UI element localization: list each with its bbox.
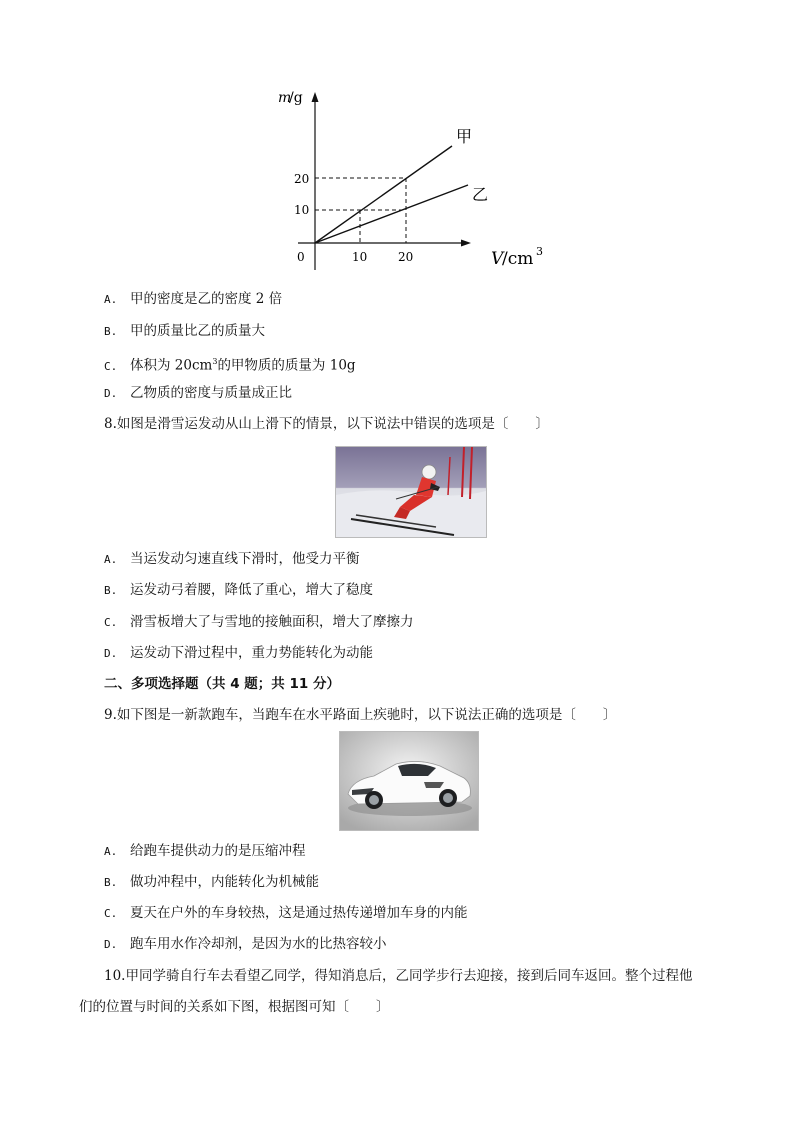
q9-option-b [104,873,319,892]
q8-option-d [104,644,373,663]
x-axis-arrow [461,240,471,247]
option-text: 运发动弓着腰，降低了重心，增大了稳度 [130,582,373,598]
q7-option-a [104,290,282,309]
x-axis-label-v: V [491,249,504,269]
line-jia [315,146,452,243]
y-axis-label-unit: /g [289,90,303,106]
x-axis-label-exp: 3 [536,245,543,258]
option-text: 体积为 20cm [130,357,213,374]
label-jia: 甲 [456,127,473,146]
option-text: 给跑车提供动力的是压缩冲程 [130,843,306,859]
q10-question-line1: 10.甲同学骑自行车去看望乙同学，得知消息后，乙同学步行去迎接，接到后同车返回。整个过程他 [104,968,693,984]
y-tick-20: 20 [294,172,310,186]
q8-option-b [104,581,373,600]
option-text: 甲的密度是乙的密度 2 倍 [130,291,283,307]
density-graph [270,80,560,280]
y-tick-10: 10 [294,203,310,217]
y-axis-arrow [312,92,319,102]
option-text: 跑车用水作冷却剂，是因为水的比热容较小 [130,936,387,952]
q9-question: 9.如下图是一新款跑车，当跑车在水平路面上疾驰时，以下说法正确的选项是〔 〕 [104,707,617,723]
skier-illustration [336,447,486,537]
option-text: 做功冲程中，内能转化为机械能 [130,874,319,890]
q7-option-b [104,322,265,341]
option-letter: D. [104,387,118,400]
q8-option-c [104,613,414,632]
option-text: 甲的质量比乙的质量大 [130,323,265,339]
q9-option-c [104,904,468,923]
y-axis-label-m: m [278,90,292,106]
origin-label: 0 [297,250,305,264]
line-yi [315,185,468,243]
label-yi: 乙 [472,185,489,204]
option-text: 夏天在户外的车身较热，这是通过热传递增加车身的内能 [130,905,468,921]
q10-question-line2: 们的位置与时间的关系如下图，根据图可知〔 〕 [79,999,390,1015]
option-letter: D. [104,647,118,660]
option-letter: A. [104,293,118,306]
option-text: 乙物质的密度与质量成正比 [130,385,292,401]
skier-photo [335,446,487,538]
q8-question: 8.如图是滑雪运发动从山上滑下的情景，以下说法中错误的选项是〔 〕 [104,416,549,432]
x-tick-20: 20 [398,250,414,264]
option-text-after: 的甲物质的质量为 10g [217,357,356,374]
option-letter: A. [104,553,118,566]
option-letter: B. [104,325,118,338]
option-letter: C. [104,907,118,920]
sports-car-photo [339,731,479,831]
option-text: 当运发动匀速直线下滑时，他受力平衡 [130,551,360,567]
option-letter: C. [104,359,118,373]
q8-option-a [104,550,360,569]
section2-heading: 二、多项选择题（共 4 题；共 11 分） [104,676,340,692]
option-letter: B. [104,584,118,597]
q7-option-c [104,353,356,376]
x-tick-10: 10 [352,250,368,264]
q9-option-d [104,935,387,954]
option-letter: B. [104,876,118,889]
q9-option-a [104,842,306,861]
sports-car-illustration [340,732,478,830]
x-axis-label-unit: /cm [502,249,534,269]
option-text: 运发动下滑过程中，重力势能转化为动能 [130,645,373,661]
option-letter: A. [104,845,118,858]
option-letter: D. [104,938,118,951]
q7-option-d [104,384,292,403]
superscript: 3 [212,357,218,366]
option-letter: C. [104,616,118,629]
option-text: 滑雪板增大了与雪地的接触面积，增大了摩擦力 [130,614,414,630]
